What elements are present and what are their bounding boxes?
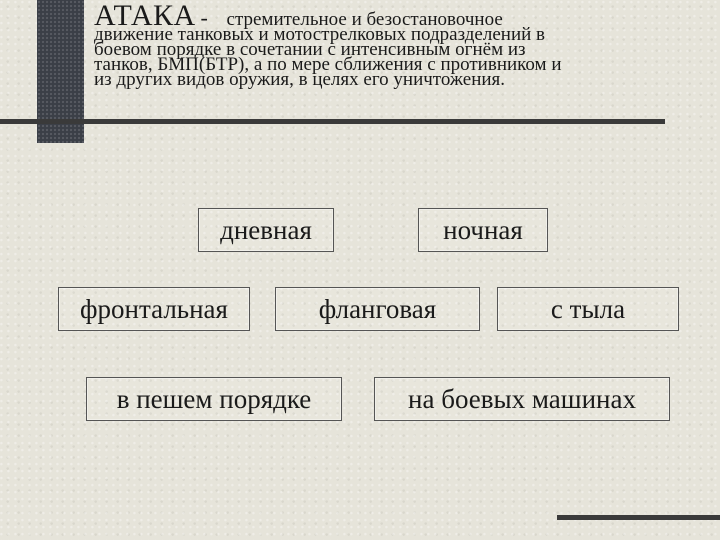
slide-title-term: АТАКА [94, 0, 196, 32]
night-attack-box: ночная [418, 208, 548, 252]
top-divider-line [0, 119, 665, 124]
vehicle-attack-box: на боевых машинах [374, 377, 670, 421]
title-dash: - [200, 5, 208, 30]
frontal-attack-box: фронтальная [58, 287, 250, 331]
attack-definition [94, 0, 706, 90]
on-foot-attack-box: в пешем порядке [86, 377, 342, 421]
day-attack-box: дневная [198, 208, 334, 252]
bottom-divider-line [557, 515, 720, 520]
definition-line-1: стремительное и безостановочное [226, 9, 503, 30]
definition-line-5: из других видов оружия, в целях его уничтожения. [94, 69, 506, 90]
definition-line-3: боевом порядке в сочетании с интенсивным огнём из [94, 39, 526, 60]
flank-attack-box: фланговая [275, 287, 480, 331]
definition-line-2: движение танковых и мотострелковых подразделений в [94, 24, 545, 45]
definition-line-4: танков, БМП(БТР), а по мере сближения с противником и [94, 54, 562, 75]
rear-attack-box: с тыла [497, 287, 679, 331]
